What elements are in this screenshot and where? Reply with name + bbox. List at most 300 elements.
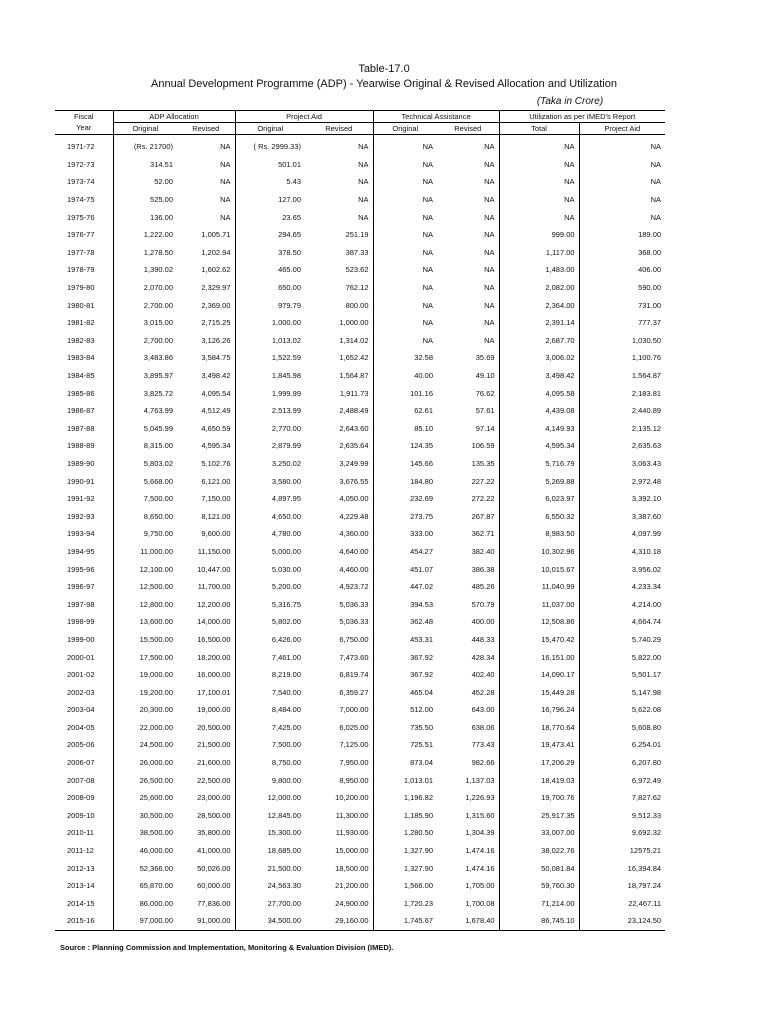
cell-ta-revised: 382.40 [437,543,499,561]
cell-util-project-aid: 2,183.81 [631,388,662,398]
cell-util-project-aid: 368.00 [638,247,662,257]
cell-ta-revised: 272.22 [437,490,499,508]
cell-ta-original: 447.02 [410,582,434,592]
cell-pa-original: 24,563.30 [267,881,302,891]
cell-adp-revised: 41,000.00 [177,842,235,860]
cell-pa-original: 8,219.00 [271,670,302,680]
cell-fiscal-year: 1989-90 [55,455,113,473]
cell-ta-revised: 1,474.16 [437,859,499,877]
cell-ta-original: 453.31 [410,634,434,644]
cell-util-total: 15,449.28 [499,683,579,701]
cell-ta-revised: 1,705.00 [437,877,499,895]
cell-adp-revised: 11,700.00 [177,578,235,596]
cell-fiscal-year: 1972-73 [55,156,113,174]
cell-fiscal-year: 2000-01 [55,648,113,666]
cell-util-project-aid: 731.00 [638,300,662,310]
cell-fiscal-year: 2009-10 [55,807,113,825]
cell-pa-original: 979.79 [278,300,302,310]
cell-pa-revised: 4,229.48 [305,507,373,525]
cell-pa-revised: 4,360.00 [305,525,373,543]
cell-adp-original: 2,070.00 [143,283,173,293]
cell-adp-original: 11,000.00 [140,546,173,556]
cell-ta-original: 394.53 [410,599,434,609]
table-row [55,279,665,297]
cell-adp-revised: 14,000.00 [177,613,235,631]
table-row [55,895,665,913]
cell-pa-revised: 29,160.00 [305,912,373,930]
header-ta-original: Original [373,123,437,135]
cell-fiscal-year: 1992-93 [55,507,113,525]
cell-util-total: 3,006.02 [499,349,579,367]
cell-ta-original: 145.66 [410,458,434,468]
cell-pa-original: 1,999.99 [271,388,302,398]
table-row [55,420,665,438]
cell-util-total: 14,090.17 [499,666,579,684]
cell-ta-revised: 773.43 [437,736,499,754]
table-row [55,877,665,895]
cell-pa-original: 12,000.00 [267,793,302,803]
header-technical-assistance: Technical Assistance [373,111,499,123]
cell-util-project-aid: 4,097.99 [631,529,662,539]
cell-util-project-aid: 777.37 [638,318,662,328]
cell-ta-revised: NA [437,173,499,191]
cell-util-project-aid: 3,392.10 [631,494,662,504]
cell-pa-revised: 762.12 [305,279,373,297]
table-row [55,719,665,737]
cell-ta-original: NA [422,318,434,328]
cell-pa-original: 15,300.00 [267,828,302,838]
table-row [55,349,665,367]
cell-pa-original: ( Rs. 2999.33) [253,142,302,152]
cell-ta-original: 1,280.50 [403,828,434,838]
table-row [55,543,665,561]
cell-fiscal-year: 1975-76 [55,208,113,226]
table-row [55,455,665,473]
cell-ta-original: 1,720.23 [403,898,434,908]
cell-ta-original: 725.51 [410,740,434,750]
cell-util-project-aid: 1,564.87 [631,371,662,381]
cell-util-total: 1,483.00 [499,261,579,279]
cell-pa-revised: 251.19 [305,226,373,244]
cell-adp-original: 8,650.00 [143,511,173,521]
cell-ta-revised: NA [437,244,499,262]
cell-pa-revised: NA [305,135,373,156]
cell-pa-original: 465.00 [278,265,302,275]
cell-adp-revised: NA [177,173,235,191]
cell-pa-revised: 2,635.64 [305,437,373,455]
cell-util-project-aid: NA [650,177,662,187]
cell-adp-original: 9,750.00 [143,529,173,539]
cell-pa-original: 501.01 [278,159,302,169]
cell-pa-original: 12,845.00 [267,810,302,820]
cell-util-total: 18,419.03 [499,771,579,789]
cell-fiscal-year: 1981-82 [55,314,113,332]
header-util-project-aid: Project Aid [579,123,665,135]
cell-adp-original: 97,000.00 [113,912,177,930]
cell-ta-original: 367.92 [410,670,434,680]
cell-adp-original: 5,668.00 [143,476,173,486]
cell-ta-original: 1,013.01 [403,775,434,785]
cell-pa-revised: 7,950.00 [305,754,373,772]
cell-util-total: 50,081.84 [499,859,579,877]
table-row [55,384,665,402]
cell-util-project-aid: 5,147.98 [631,687,662,697]
cell-adp-original: 24,500.00 [139,740,173,750]
cell-util-project-aid: NA [650,195,662,205]
cell-util-total: 38,022.76 [499,842,579,860]
table-row [55,807,665,825]
cell-util-total: 17,206.29 [499,754,579,772]
cell-adp-original: 22,000.00 [139,722,173,732]
table-row [55,472,665,490]
cell-adp-revised: 17,100.01 [177,683,235,701]
cell-util-total: NA [499,191,579,209]
cell-util-project-aid: 6,254.01 [631,740,662,750]
cell-ta-revised: 1,315.60 [437,807,499,825]
cell-ta-original: NA [422,230,434,240]
cell-ta-revised: 1,700.08 [437,895,499,913]
cell-adp-original: 1,278.50 [143,247,173,257]
cell-util-total: 25,917.35 [499,807,579,825]
cell-util-project-aid: 2,972.48 [631,476,662,486]
cell-util-total: 8,983.50 [499,525,579,543]
cell-util-total: 5,716.79 [499,455,579,473]
table-row [55,683,665,701]
cell-util-project-aid: 3,063.43 [631,458,662,468]
cell-ta-revised: 135.35 [437,455,499,473]
cell-pa-revised: 1,911.73 [305,384,373,402]
cell-fiscal-year: 1983-84 [55,349,113,367]
cell-ta-original: 232.69 [410,494,434,504]
adp-table [55,110,665,931]
header-utilization: Utilization as per IMED's Report [499,111,665,123]
cell-util-project-aid: 1,100.76 [631,353,662,363]
cell-util-total: 4,595.34 [499,437,579,455]
cell-util-total: 6,550.32 [499,507,579,525]
cell-adp-revised: 16,000.00 [177,666,235,684]
cell-pa-revised: 800.00 [305,296,373,314]
cell-adp-revised: 28,500.00 [177,807,235,825]
cell-util-total: 11,037.00 [499,595,579,613]
cell-ta-original: 62.61 [414,406,434,416]
cell-fiscal-year: 2008-09 [55,789,113,807]
cell-adp-original: 2,700.00 [143,335,173,345]
cell-adp-revised: 23,000.00 [177,789,235,807]
cell-pa-revised: 15,000.00 [305,842,373,860]
cell-fiscal-year: 1998-99 [55,613,113,631]
cell-ta-revised: NA [437,135,499,156]
cell-pa-original: 21,500.00 [267,863,302,873]
table-row [55,507,665,525]
cell-adp-original: 4,763.99 [143,406,173,416]
header-adp-revised: Revised [177,123,235,135]
cell-fiscal-year: 1973-74 [55,173,113,191]
table-row [55,613,665,631]
cell-fiscal-year: 1980-81 [55,296,113,314]
cell-adp-original: 17,500.00 [139,652,173,662]
cell-util-project-aid: 12575.21 [629,846,662,856]
cell-pa-revised: NA [305,156,373,174]
cell-ta-original: 367.92 [410,652,434,662]
cell-pa-original: 1,000.00 [271,318,302,328]
cell-pa-original: 294.65 [278,230,302,240]
cell-pa-original: 3,580.00 [271,476,302,486]
cell-ta-revised: 402.40 [437,666,499,684]
cell-pa-revised: 11,300.00 [305,807,373,825]
cell-adp-revised: 21,600.00 [177,754,235,772]
cell-ta-original: NA [422,283,434,293]
table-row [55,912,665,930]
cell-fiscal-year: 1995-96 [55,560,113,578]
cell-adp-revised: 21,500.00 [177,736,235,754]
cell-fiscal-year: 1984-85 [55,367,113,385]
header-pa-original: Original [235,123,305,135]
cell-pa-original: 4,650.00 [271,511,302,521]
cell-util-total: 19,473.41 [499,736,579,754]
table-row [55,244,665,262]
header-year: Year [55,123,113,135]
table-body [55,135,665,931]
cell-fiscal-year: 2001-02 [55,666,113,684]
cell-adp-revised: 35,800.00 [177,824,235,842]
cell-ta-revised: 1,474.16 [437,842,499,860]
table-row [55,736,665,754]
cell-fiscal-year: 1978-79 [55,261,113,279]
cell-adp-revised: 60,000.00 [177,877,235,895]
cell-adp-revised: 4,650.59 [177,420,235,438]
cell-adp-original: 1,390.02 [143,265,173,275]
cell-ta-revised: 1,226.93 [437,789,499,807]
cell-pa-revised: 387.33 [305,244,373,262]
cell-pa-revised: 1,314.02 [305,332,373,350]
cell-ta-original: 873.04 [410,758,434,768]
cell-util-project-aid: 5,622.08 [631,705,662,715]
cell-adp-original: 3,895.97 [143,371,173,381]
table-row [55,666,665,684]
table-row [55,135,665,156]
table-row [55,842,665,860]
cell-pa-revised: 2,488.49 [305,402,373,420]
cell-ta-revised: 982.66 [437,754,499,772]
cell-adp-original: 1,222.00 [143,230,173,240]
cell-adp-original: 5,045.99 [143,423,173,433]
cell-ta-original: 454.27 [410,546,434,556]
table-row [55,789,665,807]
cell-pa-original: 5,316.75 [271,599,302,609]
cell-ta-original: NA [422,247,434,257]
cell-pa-original: 4,897.95 [271,494,302,504]
cell-adp-revised: NA [177,135,235,156]
cell-ta-original: 465.04 [410,687,434,697]
cell-fiscal-year: 1979-80 [55,279,113,297]
cell-util-total: 10,015.67 [499,560,579,578]
cell-ta-original: 362.48 [410,617,434,627]
cell-adp-original: 12,100.00 [139,564,173,574]
table-row [55,191,665,209]
cell-fiscal-year: 1991-92 [55,490,113,508]
table-row [55,156,665,174]
cell-pa-revised: 523.62 [305,261,373,279]
cell-adp-revised: 77,836.00 [177,895,235,913]
cell-util-total: NA [499,135,579,156]
cell-pa-revised: 4,050.00 [305,490,373,508]
cell-pa-revised: NA [305,208,373,226]
header-pa-revised: Revised [305,123,373,135]
cell-fiscal-year: 2006-07 [55,754,113,772]
cell-pa-revised: 11,930.00 [305,824,373,842]
cell-util-project-aid: 7,827.62 [631,793,662,803]
cell-adp-revised: 6,121.00 [177,472,235,490]
cell-pa-original: 2,879.99 [271,441,302,451]
cell-util-project-aid: 5,740.29 [631,634,662,644]
cell-pa-revised: 24,900.00 [305,895,373,913]
cell-ta-revised: 452.28 [437,683,499,701]
cell-pa-original: 2,770.00 [271,423,302,433]
cell-util-total: 18,770.64 [499,719,579,737]
cell-util-project-aid: NA [650,142,662,152]
table-row [55,490,665,508]
cell-util-project-aid: NA [650,212,662,222]
cell-adp-revised: 1,602.62 [177,261,235,279]
cell-adp-original: 26,500.00 [139,775,173,785]
cell-adp-revised: 50,026.00 [177,859,235,877]
cell-adp-revised: 9,600.00 [177,525,235,543]
cell-util-project-aid: 5,608.80 [631,722,662,732]
cell-pa-revised: 7,125.00 [305,736,373,754]
cell-util-project-aid: 6,207.80 [631,758,662,768]
table-row [55,824,665,842]
cell-pa-revised: 3,676.55 [305,472,373,490]
table-row [55,173,665,191]
cell-ta-original: NA [422,212,434,222]
cell-adp-original: 7,500.00 [143,494,173,504]
table-row [55,701,665,719]
cell-ta-revised: 428.34 [437,648,499,666]
cell-util-total: 2,082.00 [499,279,579,297]
cell-fiscal-year: 1977-78 [55,244,113,262]
unit-note: (Taka in Crore) [536,96,604,107]
table-row [55,595,665,613]
cell-util-total: 5,269.88 [499,472,579,490]
cell-ta-original: 451.07 [410,564,434,574]
cell-ta-original: 1,196.82 [403,793,434,803]
cell-util-project-aid: 3,387.60 [631,511,662,521]
cell-pa-revised: 5,036.33 [305,595,373,613]
cell-pa-revised: 4,923.72 [305,578,373,596]
cell-adp-original: 19,000.00 [139,670,173,680]
cell-ta-original: 1,185.90 [403,810,434,820]
cell-ta-original: 1,566.00 [403,881,434,891]
cell-util-total: 33,007.00 [499,824,579,842]
source-note: Source : Planning Commission and Implementation, Monitoring & Evaluation Division (IMED). [60,943,394,952]
cell-adp-revised: 3,126.26 [177,332,235,350]
cell-fiscal-year: 2010-11 [55,824,113,842]
cell-ta-original: 32.58 [414,353,434,363]
cell-util-total: 6,023.97 [499,490,579,508]
cell-ta-revised: NA [437,261,499,279]
cell-pa-original: 5,802.00 [271,617,302,627]
table-row [55,261,665,279]
cell-adp-original: 19,200.00 [139,687,173,697]
cell-ta-original: NA [422,335,434,345]
cell-util-project-aid: 189.00 [638,230,662,240]
cell-util-total: NA [499,208,579,226]
cell-pa-original: 650.00 [278,283,302,293]
cell-ta-original: 333.00 [410,529,434,539]
cell-ta-revised: 400.00 [437,613,499,631]
cell-ta-original: 1,745.67 [373,912,437,930]
cell-pa-original: 1,522.59 [271,353,302,363]
cell-util-project-aid: 18,797.24 [627,881,662,891]
cell-adp-revised: 7,150.00 [177,490,235,508]
cell-adp-revised: 1,005.71 [177,226,235,244]
cell-util-total: 59,760.30 [499,877,579,895]
cell-pa-revised: 7,000.00 [305,701,373,719]
cell-adp-original: 13,600.00 [139,617,173,627]
cell-fiscal-year: 1997-98 [55,595,113,613]
cell-pa-original: 5,000.00 [271,546,302,556]
cell-pa-original: 18,685.00 [267,846,302,856]
cell-fiscal-year: 1988-89 [55,437,113,455]
header-fiscal: Fiscal [55,111,113,123]
cell-ta-original: 1,327.90 [403,846,434,856]
cell-util-total: 4,439.08 [499,402,579,420]
cell-adp-revised: NA [177,208,235,226]
cell-util-project-aid: 1,030.50 [631,335,662,345]
cell-adp-original: 136.00 [150,212,173,222]
table-row [55,332,665,350]
cell-pa-revised: 4,640.00 [305,543,373,561]
cell-ta-original: 512.00 [410,705,434,715]
cell-util-project-aid: 5,822.00 [631,652,662,662]
cell-adp-original: 52.00 [154,177,173,187]
cell-fiscal-year: 2012-13 [55,859,113,877]
cell-pa-original: 7,425.00 [271,722,302,732]
cell-adp-revised: NA [177,191,235,209]
cell-ta-revised: 1,304.39 [437,824,499,842]
cell-adp-revised: 11,150.00 [177,543,235,561]
cell-util-total: 11,040.99 [499,578,579,596]
cell-adp-original: 12,800.00 [139,599,173,609]
table-row [55,648,665,666]
table-row [55,771,665,789]
cell-fiscal-year: 1982-83 [55,332,113,350]
cell-pa-revised: 21,200.00 [305,877,373,895]
cell-pa-revised: 1,000.00 [305,314,373,332]
cell-util-total: 3,498.42 [499,367,579,385]
cell-fiscal-year: 1985-86 [55,384,113,402]
table-row [55,402,665,420]
cell-ta-original: NA [422,195,434,205]
cell-pa-original: 1,845.98 [271,371,302,381]
cell-util-total: 86,745.10 [499,912,579,930]
cell-ta-original: NA [422,177,434,187]
cell-util-total: 71,214.00 [499,895,579,913]
cell-adp-revised: 5,102.76 [177,455,235,473]
cell-ta-revised: 227.22 [437,472,499,490]
cell-ta-original: NA [422,300,434,310]
cell-ta-original: 273.75 [410,511,434,521]
cell-pa-original: 2,513.99 [271,406,302,416]
cell-ta-original: 40.00 [414,371,434,381]
header-adp-allocation: ADP Allocation [113,111,235,123]
cell-adp-revised: 91,000.00 [177,912,235,930]
cell-adp-revised: 2,715.25 [177,314,235,332]
cell-ta-revised: 643.00 [437,701,499,719]
cell-ta-revised: NA [437,226,499,244]
cell-util-project-aid: 2,135.12 [631,423,662,433]
cell-adp-original: 5,803.02 [143,458,173,468]
